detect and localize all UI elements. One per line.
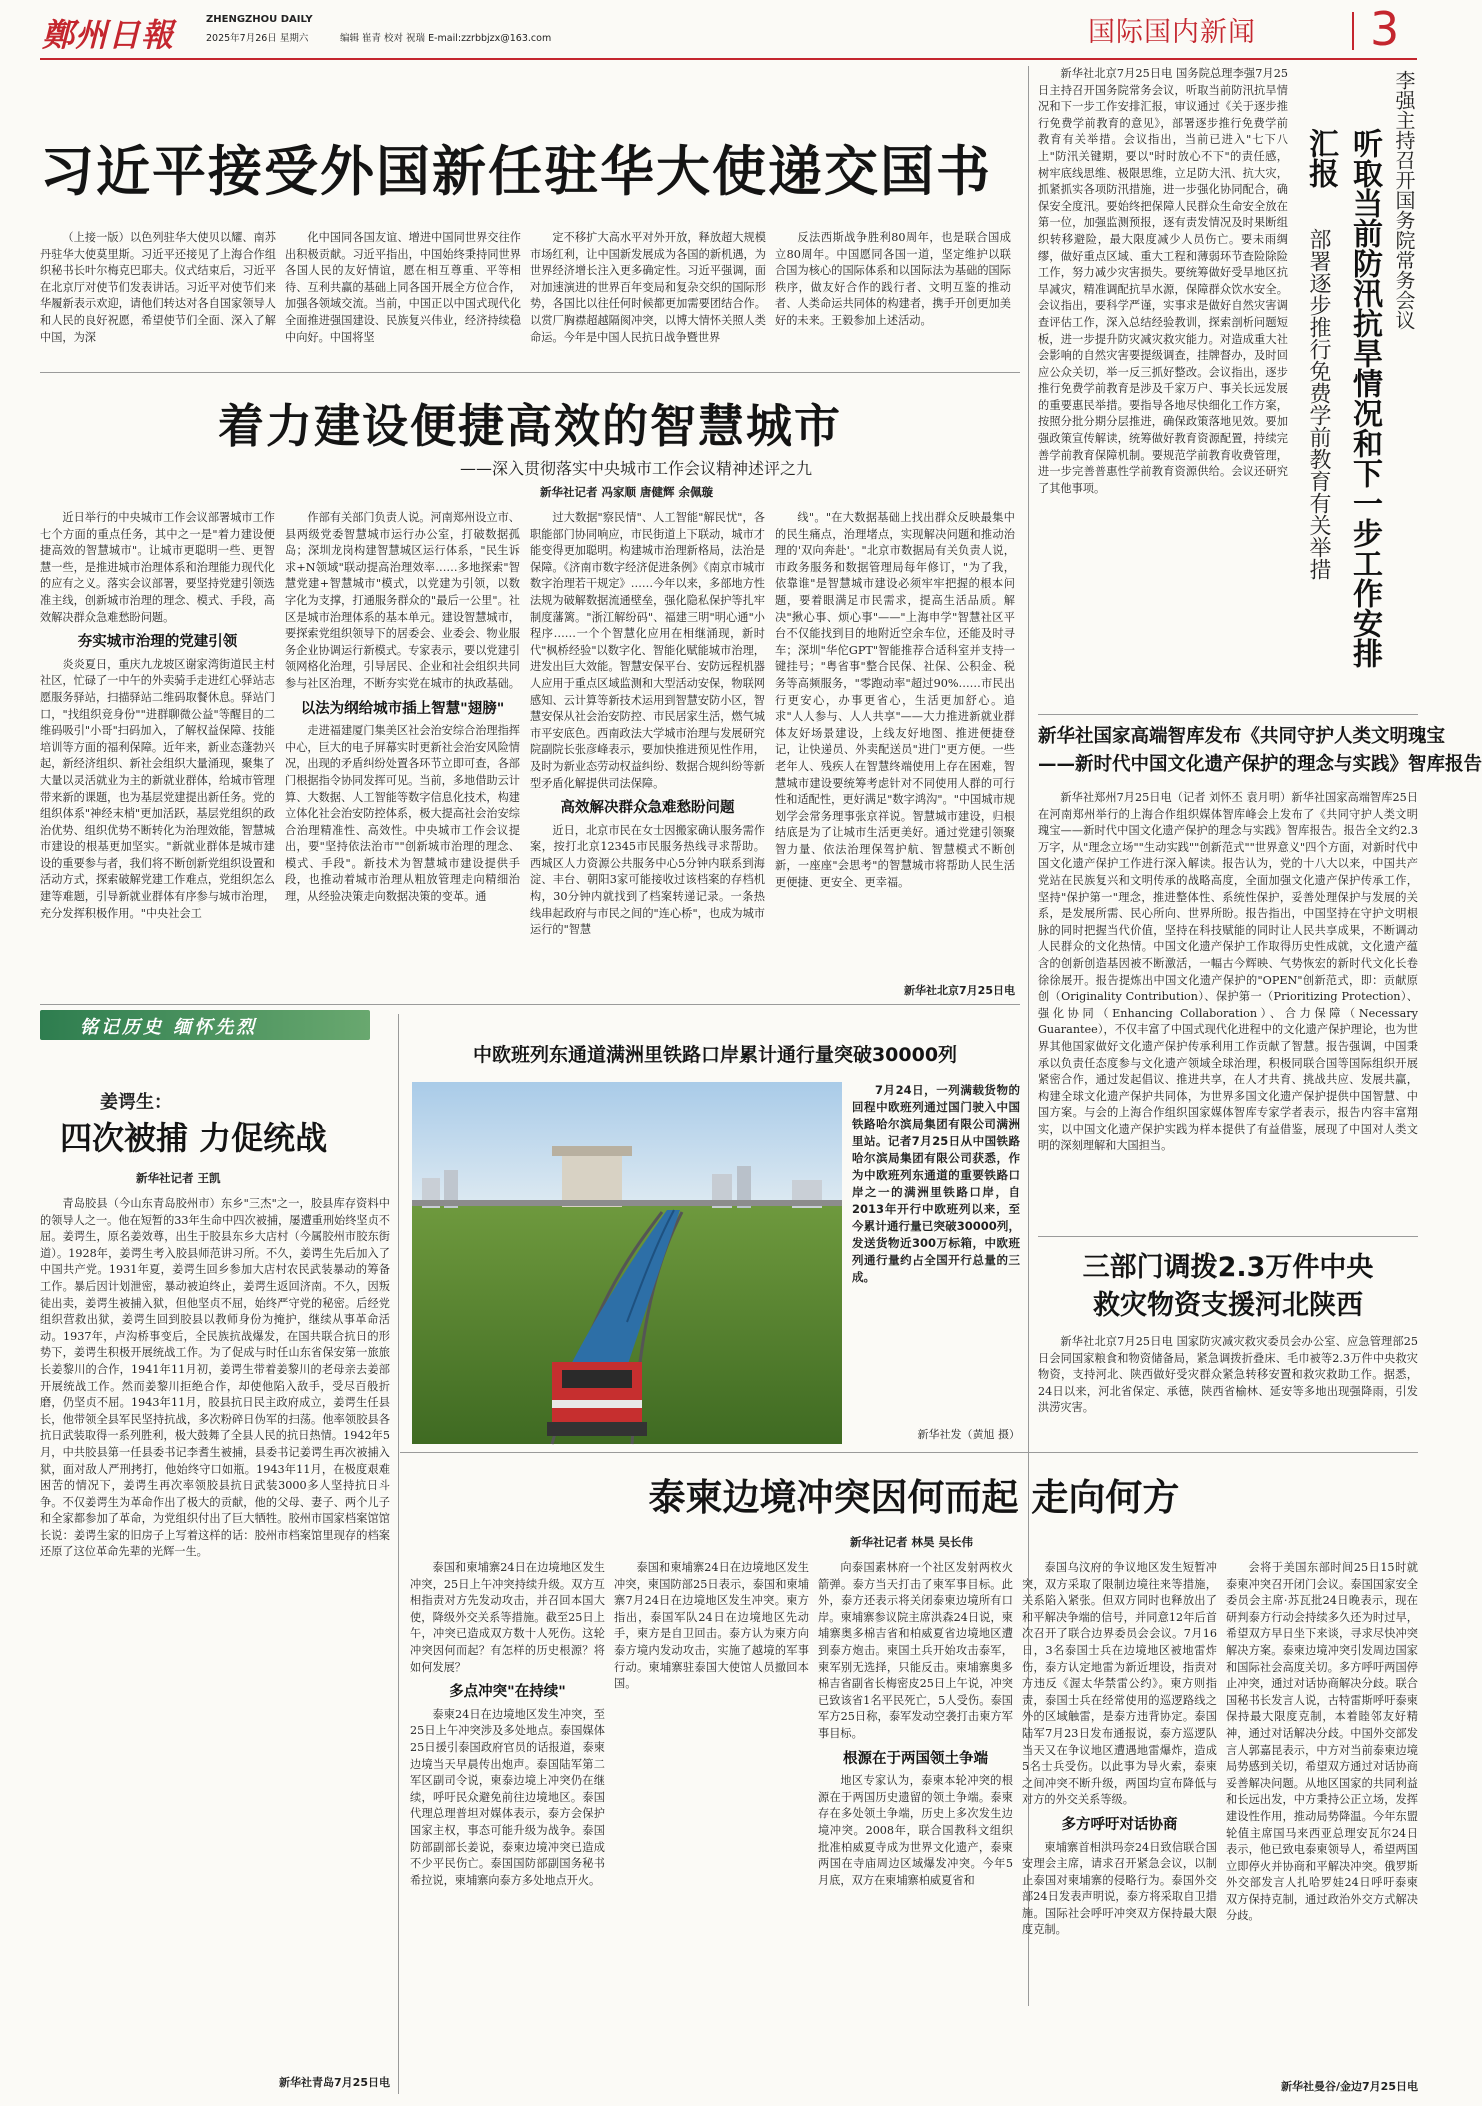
smart-city-col-4: 线"。"在大数据基础上找出群众反映最集中的民生痛点，治理堵点，实现解决问题和推动治理的'双向奔赴'。"北京市数据局有关负责人说，市政务服务和数据管理局每年修订，"为了我，依靠谁"是智慧城市建设必须牢牢把握的根本问题，要着眼满足市民需求，提高生活品质。解决"揪心事、烦心事"——"上海申学"智慧社区平台不仅能找到目的地附近空余车位，还能及时寻车；深圳"华佗GPT"智能推荐合适科室并支持一键挂号；"粤省事"整合民保、社保、公积金、税务等高频服务，"零跑动率"超过90%……市民出行更安心，办事更省心，生活更加舒心。追求"人人参与、人人共享"——大力推进新就业群体友好场景建设，上线友好地图、推进便捷登记，让快递员、外卖配送员"进门"更方便。一些老年人、残疾人在智慧终端使用上存在困难，智慧城市建设要统筹考虑针对不同使用人群的可行性和适配性，更好满足"数字鸿沟"。"中国城市规划学会常务理事张京祥说。智慧城市建设，归根结底是为了让城市生活更美好。通过党建引领聚智力量、依法治理保驾护航、智慧模式不断创新，一座座"会思考"的智慧城市将帮助人民生活更便捷、更安全、更幸福。 <box>775 511 1015 890</box>
lead-col-2: 化中国同各国友谊、增进中国同世界交往作出积极贡献。习近平指出，中国始终秉持同世界各国人民的友好情谊，愿在相互尊重、平等相待、互利共赢的基础上同各国开展全方位合作，加强各领域交流。当前，中国正以中国式现代化全面推进强国建设、民族复兴伟业，经济持续稳中向好。中国将坚 <box>285 231 521 344</box>
thai-cambodia-byline: 新华社记者 林昊 吴长伟 <box>850 1535 974 1549</box>
li-qiang-bottom-rule <box>1038 714 1418 715</box>
smart-city-bottom-rule <box>40 1004 1020 1005</box>
lead-col-4: 反法西斯战争胜利80周年，也是联合国成立80周年。中国愿同各国一道，坚定维护以联合国为核心的国际体系和以国际法为基础的国际秩序，做友好合作的践行者、文明互鉴的推动者、人类命运共同体的构建者，携手开创更加美好的未来。王毅参加上述活动。 <box>775 231 1011 327</box>
staff-line: 编辑 崔青 校对 祝瑞 E-mail:zzrbbjzx@163.com <box>340 33 552 44</box>
thai-col-1: 泰国和柬埔寨24日在边境地区发生冲突，25日上午冲突持续升级。双方互相指责对方先发动攻击，并召回本国大使，降级外交关系等措施。截至25日上午，冲突已造成双方数十人死伤。这轮冲突因何而起？有怎样的历史根源？将如何发展？ 多点冲突"在持续" 泰柬24日在边境地区发生冲突，至25日上午冲突涉及多处地点。泰国媒体25日援引泰国政府官员的话报道，泰柬边境当天早晨传出炮声。泰国陆军第二军区副司令说，柬泰边境上冲突仍在继续，呼吁民众避免前往边境地区。泰国代理总理普坦对媒体表示，泰方会保护国家主权，事态可能升级为战争。泰国防部副部长姜说，泰柬边境冲突已造成不少平民伤亡。泰国国防部副国务秘书希拉说，柬埔寨向泰方多处地点开火。 <box>410 1561 605 1887</box>
train-headline: 中欧班列东通道满洲里铁路口岸累计通行量突破30000列 <box>472 1044 958 1066</box>
section-divider <box>1352 12 1354 50</box>
train-photo <box>412 1082 842 1444</box>
smart-city-subheadline: ——深入贯彻落实中央城市工作会议精神述评之九 <box>460 459 813 478</box>
three-depts-headline-2: 救灾物资支援河北陕西 <box>1093 1290 1363 1321</box>
smart-city-col-2: 作部有关部门负责人说。河南郑州设立市、县两级党委智慧城市运行办公室，打破数据孤岛；深圳龙岗构建智慧城区运行体系，"民生诉求+N领域"联动提高治理效率……多地探索"智慧党建+智慧城市"模式，以党建为引领，以数字化为支撑，打通服务群众的"最后一公里"。社区是城市治理体系的基本单元。建设智慧城市，要探索党组织领导下的居委会、业委会、物业服务企业协调运行新模式。专家表示，要以党建引领网格化治理，引导居民、企业和社会组织共同参与社区治理，不断夯实党在城市的执政基础。 以法为纲给城市插上智慧"翅膀" 走进福建厦门集美区社会治安综合治理指挥中心，巨大的电子屏幕实时更新社会治安风险情况，出现的矛盾纠纷处置各环节立即可查，各部门根据指令协同发挥可见。当前，多地借助云计算、大数据、人工智能等数字信息化技术，构建立体化社会治安防控体系，极大提高社会治安综合治理精准性、高效性。中央城市工作会议提出，要"坚持依法治市""创新城市治理的理念、模式、手段"。新技术为智慧城市建设提供手段，也推动着城市治理从粗放管理走向精细治理，从经验决策走向数据决策的变革。通 <box>285 511 520 904</box>
smart-city-col-3: 过大数据"察民情"、人工智能"解民忧"，各职能部门协同响应，市民街道上下联动，城市才能变得更加聪明。构建城市治理新格局，法治是保障。《济南市数字经济促进条例》《南京市城市数字治理若干规定》……今年以来，多部地方性法规为破解数据流通壁垒，强化隐私保护等扎牢制度藩篱。"浙江解纷码"、福建三明"明心通"小程序……一个个智慧化应用在相继涌现，新时代"枫桥经验"以数字化、智能化赋能城市治理，进发出巨大效能。智慧安保平台、安防远程机器人应用于重点区域监测和大型活动安保，物联网感知、云计算等新技术运用到智慧安防小区，智慧安保从社会治安防控、市民居家生活，燃气城市平安底色。西南政法大学城市治理与发展研究院副院长张彦峰表示，要加快推进预见性作用，及时为新业态劳动权益纠纷、数据合规纠纷等新型矛盾化解提供司法保障。 高效解决群众急难愁盼问题 近日，北京市民在女士因搬家确认服务需作案，按打北京12345市民服务热线寻求帮助。西城区人力资源公共服务中心5分钟内联系到海淀、丰台、朝阳3家可能接收过该档案的存档机构，30分钟内就找到了档案转递记录。一条热线串起政府与市民之间的"连心桥"，也成为城市运行的"智慧 <box>530 511 765 937</box>
train-caption: 7月24日，一列满载货物的回程中欧班列通过国门驶入中国铁路哈尔滨局集团有限公司满洲里站。记者7月25日从中国铁路哈尔滨局集团有限公司获悉，作为中欧班列东通道的重要铁路口岸之一的满洲里铁路口岸，自2013年开行中欧班列以来，至今累计通行量已突破30000列，发送货物近300万标箱，中欧班列通行量约占全国开行总量的三成。 <box>852 1083 1020 1284</box>
column-tag-banner <box>40 1010 370 1040</box>
smart-city-signoff: 新华社北京7月25日电 <box>904 984 1015 997</box>
li-qiang-title-1: 李强主持召开国务院常务会议 <box>1392 70 1416 330</box>
thai-col-4: 泰国乌汶府的争议地区发生短暂冲突，双方采取了限制边境往来等措施，关系陷入紧张。但双方同时也释放出了和平解决争端的信号，并同意12年后首次召开了联合边界委员会会议。7月16日，3名泰国士兵在边境地区被地雷炸伤，泰方认定地雷为新近埋设，指责对方违反《渥太华禁雷公约》。柬方则指责，泰国士兵在经常使用的巡逻路线之外的区域触雷，是泰方违背协定。泰国陆军7月23日发布通报说，泰方巡逻队当天又在争议地区遭遇地雷爆炸，造成5名士兵受伤。以此事为导火索，泰柬之间冲突不断升级，两国均宣布降低与对方的外交关系等级。 多方呼吁对话协商 柬埔寨首相洪玛奈24日致信联合国安理会主席，请求召开紧急会议，以制止泰国对柬埔寨的侵略行为。泰国外交部24日发表声明说，泰方将采取自卫措施。国际社会呼吁冲突双方保持最大限度克制。 <box>1022 1561 1217 1937</box>
jiang-headline: 四次被捕 力促统战 <box>60 1119 328 1157</box>
thai-signoff: 新华社曼谷/金边7月25日电 <box>1281 2080 1418 2093</box>
masthead-rule <box>40 58 1417 60</box>
smart-city-col-1: 近日举行的中央城市工作会议部署城市工作七个方面的重点任务，其中之一是"着力建设便捷高效的智慧城市"。让城市更聪明一些、更智慧一些，是推进城市治理体系和治理能力现代化的应有之义。落实会议部署，要坚持党建引领选准主线，创新城市治理的理念、模式、手段，高效解决群众急难愁盼问题。 夯实城市治理的党建引领 炎炎夏日，重庆九龙坡区谢家湾街道民主村社区，忙碌了一中午的外卖骑手走进红心驿站志愿服务驿站，扫描驿站二维码取餐休息。驿站门口，"找组织竞身份""进群聊微公益"等醒目的二维码吸引"小哥"扫码加入，了解权益保障、技能培训等方面的福利保障。近年来，新业态蓬勃兴起，新经济组织、新社会组织大量涌现，聚集了大量以灵活就业为主的新就业群体，给城市管理带来新的课题，也为基层党建提出新任务。党的组织体系"神经末梢"更加活跃，基层党组织的政治优势、组织优势不断转化为治理效能，智慧城市建设的根基更加坚实。"新就业群体是城市建设的重要参与者，我们将不断创新党组织设置和活动方式，探索破解党建工作难点，党组织怎么建等难题，引导新就业群体有序参与城市治理，充分发挥积极作用。"中央社会工 <box>40 511 275 920</box>
think-tank-headline-1: 新华社国家高端智库发布《共同守护人类文明瑰宝 <box>1038 726 1446 747</box>
three-depts-bottom-rule <box>400 1452 1418 1453</box>
smart-city-headline: 着力建设便捷高效的智慧城市 <box>218 399 842 453</box>
thai-subhead-1: 多点冲突"在持续" <box>449 1684 566 1701</box>
jiang-signoff: 新华社青岛7月25日电 <box>279 2076 390 2089</box>
li-qiang-body: 新华社北京7月25日电 国务院总理李强7月25日主持召开国务院常务会议，听取当前防汛抗旱情况和下一步工作安排汇报，审议通过《关于逐步推行免费学前教育的意见》，部署逐步推行免费学前教育有关举措。会议指出，当前已进入"七下八上"防汛关键期，要以"时时放心不下"的责任感，树牢底线思维、极限思维，立足防大汛、抗大灾，抓紧抓实各项防汛措施，进一步强化协同配合，确保安全度汛。要始终把保障人民群众生命安全放在第一位，加强监测预报，逐有责发情况及时果断组织转移避险，最大限度减少人员伤亡。要未雨绸缪，做好重点区域、重大工程和薄弱环节查险除险工作，努力减少灾害损失。要统筹做好受旱地区抗旱减灾，精准调配抗旱水源，保障群众饮水安全。会议指出，要科学严谨，实事求是做好自然灾害调查评估工作，深入总结经验教训，探索剖析问题短板，进一步提升防灾减灾救灾能力。对造成重大社会影响的自然灾害要提级调查，挂牌督办，及时回应公众关切，举一反三抓好整改。会议指出，逐步推行免费学前教育是涉及千家万户、事关长远发展的重要惠民举措。要指导各地尽快细化工作方案，按照分批分期分层推进，确保政策落地见效。要加强政策宣传解读，统筹做好教育资源配置，持续完善学前教育保障机制。要规范学前教育收费管理，进一步完善普惠性学前教育资源供给。会议还研究了其他事项。 <box>1038 67 1288 495</box>
date-line: 2025年7月26日 星期六 <box>206 33 309 44</box>
lead-col-1: （上接一版）以色列驻华大使贝以耀、南苏丹驻华大使莫里斯。习近平还接见了上海合作组织秘书长叶尔梅克巴耶夫。仪式结束后，习近平在北京厅对使节们发表讲话。习近平对使节们来华履新表示欢迎，请他们转达对各自国家领导人和人民的良好祝愿，希望使节们全面、深入了解中国，为深 <box>40 231 276 344</box>
thai-col-5: 会将于美国东部时间25日15时就泰柬冲突召开闭门会议。泰国国家安全委员会主席·苏瓦批24日晚表示，现在研判泰方行动会持续多久还为时过早，希望双方早日坐下来谈，寻求尽快冲突解决方案。泰柬边境冲突引发周边国家和国际社会高度关切。多方呼吁两国停止冲突，通过对话协商解决分歧。联合国秘书长发言人说，古特雷斯呼吁泰柬保持最大限度克制，本着睦邻友好精神，通过对话解决分歧。中国外交部发言人郭嘉昆表示，中方对当前泰柬边境局势感到关切，希望双方通过对话协商妥善解决问题。从地区国家的共同利益和长远出发，中方秉持公正立场，发挥建设性作用，推动局势降温。今年东盟轮值主席国马来西亚总理安瓦尔24日表示，他已致电泰柬领导人，希望两国立即停火并协商和平解决冲突。俄罗斯外交部发言人扎哈罗娃24日呼吁泰柬双方保持克制，通过政治外交方式解决分歧。 <box>1226 1561 1418 1923</box>
jiang-body: 青岛胶县（今山东青岛胶州市）东乡"三杰"之一，胶县库存资料中的领导人之一。他在短暂的33年生命中四次被捕，屡遭重刑始终坚贞不屈。姜谔生，原名姜效尊，出生于胶县东乡大店村（今属胶州市胶东街道）。1928年，姜谔生考入胶县师范讲习所。不久，姜谔生先后加入了中国共产党。1931年夏，姜谔生回乡参加大店村农民武装暴动的筹备工作。暴后因计划泄密，暴动被迫终止，姜谔生返回济南。不久，因叛徒出卖，姜谔生被捕入狱，但他坚贞不屈，始终严守党的秘密。后经党组织营救出狱，姜谔生回到胶县以教师身份为掩护，继续从事革命活动。1937年，卢沟桥事变后，全民族抗战爆发，在国共联合抗日的形势下，姜谔生积极开展统战工作。为了促成与时任山东省保安第一旅旅长姜黎川的合作，1941年11月初，姜谔生带着姜黎川的老母亲去姜部开展统战工作。然而姜黎川拒绝合作，却使他陷入敌手，受尽百般折磨，仍坚贞不屈。1943年11月，胶县抗日民主政府成立，姜谔生任县长，他带领全县军民坚持抗战，多次粉碎日伪军的扫荡。他率领胶县各抗日武装取得一系列胜利，极大鼓舞了全县人民的抗日热情。1942年5月，中共胶县第一任县委书记李耆生被捕，县委书记姜谔生再次被捕入狱，面对敌人严刑拷打，他始终守口如瓶。1943年11月，在极度艰难困苦的情况下，姜谔生再次率领胶县抗日武装3000多人坚持抗日斗争。不仅姜谔生为革命作出了极大的贡献，他的父母、妻子、两个儿子和全家都参加了革命，为党组织付出了巨大牺牲。胶州市国家档案馆馆长说：姜谔生家的旧房子上写着这样的话：胶州市档案馆里现存的档案还原了这位革命先辈的光辉一生。 <box>40 1197 390 1559</box>
li-qiang-title-2: 听取当前防汛抗旱情况和下一步工作安排汇报 <box>1303 128 1382 668</box>
english-name: ZHENGZHOU DAILY <box>206 14 313 25</box>
jiang-divider <box>398 1014 399 2094</box>
lead-headline: 习近平接受外国新任驻华大使递交国书 <box>40 140 992 203</box>
page-number: 3 <box>1370 2 1400 56</box>
train-photo-illustration <box>412 1082 842 1444</box>
thai-col-2: 泰国和柬埔寨24日在边境地区发生冲突，柬国防部25日表示，泰国和柬埔寨7月24日在边境地区发生冲突。柬方指出，泰国军队24日在边境地区先动手，柬方是自卫回击。泰方认为柬方向泰方境内发动攻击，实施了越境的军事行动。柬埔寨驻泰国大使馆人员撤回本国。 <box>614 1561 809 1691</box>
column-tag-text: 铭记历史 缅怀先烈 <box>80 1017 258 1038</box>
lead-bottom-rule <box>40 372 1020 373</box>
section-name: 国际国内新闻 <box>1088 17 1256 48</box>
think-tank-body: 新华社郑州7月25日电（记者 刘怀丕 袁月明）新华社国家高端智库25日在河南郑州举行的上海合作组织媒体智库峰会上发布了《共同守护人类文明瑰宝——新时代中国文化遗产保护的理念与实践》智库报告。报告全文约2.3万字，从"理念立场""生动实践""创新范式""世界意义"四个方面，对新时代中国文化遗产保护工作进行深入解读。报告认为，党的十八大以来，中国共产党站在民族复兴和文明传承的战略高度，全面加强文化遗产保护传承工作，坚持"保护第一"理念，推进整体性、系统性保护，妥善处理保护与发展的关系，是发展所需、民心所向、世界所盼。报告指出，中国坚持在守护文明根脉的同时把握当代价值，坚持在科技赋能的同时让人民共享成果，不断调动人民群众的文化热情。中国文化遗产保护工作取得历史性成就，文化遗产蕴含的创新创造基因被不断激活，一幅古今辉映、气势恢宏的新时代文化长卷徐徐展开。报告提炼出中国文化遗产保护的"OPEN"创新范式，即：贡献原创（Originality Contribution）、保护第一（Prioritizing Protection）、强化协同（Enhancing Collaboration）、合力保障（Necessary Guarantee），不仅丰富了中国式现代化进程中的文化遗产保护理论，也为世界其他国家做好文化遗产保护传承利用工作贡献了智慧。报告强调，中国秉承以负责任态度参与文化遗产领域全球治理，积极同联合国等国际组织开展紧密合作，通过发起倡议、推进共享，在人才共育、挑战共应、发展共赢，构建全球文化遗产保护共同体，为世界多国文化遗产保护提供中国智慧、中国方案。与会的上海合作组织国家媒体智库专家学者表示，报告内容丰富翔实，以中国文化遗产保护实践为样本提供了有益借鉴，展现了中国对人类文明的深刻理解和大国担当。 <box>1038 791 1418 1153</box>
think-tank-bottom-rule <box>1038 1236 1418 1237</box>
jiang-kicker: 姜谔生： <box>100 1092 172 1113</box>
smart-city-byline: 新华社记者 冯家顺 唐健辉 余佩璇 <box>540 485 714 499</box>
jiang-byline: 新华社记者 王凯 <box>136 1171 221 1185</box>
li-qiang-title-3: 部署逐步推行免费学前教育有关举措 <box>1306 228 1331 580</box>
three-depts-body: 新华社北京7月25日电 国家防灾减灾救灾委员会办公室、应急管理部25日会同国家粮食和物资储备局，紧急调拨折叠床、毛巾被等2.3万件中央救灾物资，支持河北、陕西做好受灾群众紧急转移安置和救灾救助工作。据悉，24日以来，河北省保定、承德，陕西省榆林、延安等多地出现强降雨，引发洪涝灾害。 <box>1038 1335 1418 1415</box>
masthead <box>40 2 1417 56</box>
three-depts-headline-1: 三部门调拨2.3万件中央 <box>1082 1252 1374 1283</box>
thai-subhead-3: 多方呼吁对话协商 <box>1061 1816 1178 1833</box>
think-tank-headline-2: ——新时代中国文化遗产保护的理念与实践》智库报告 <box>1038 754 1482 775</box>
lead-col-3: 定不移扩大高水平对外开放，释放超大规模市场红利，让中国新发展成为各国的新机遇，为世界经济增长注入更多确定性。习近平强调，面对加速演进的世界百年变局和复杂交织的国际形势，各国比以往任何时候都更加需要团结合作。以赏厂胸襟超越隔阂冲突，以博大情怀关照人类命运。今年是中国人民抗日战争暨世界 <box>530 231 766 344</box>
thai-cambodia-headline: 泰柬边境冲突因何而起 走向何方 <box>648 1476 1180 1519</box>
smart-city-subhead-1: 夯实城市治理的党建引领 <box>77 634 238 651</box>
train-photo-credit: 新华社发（黄旭 摄） <box>917 1428 1020 1441</box>
thai-col-3: 向泰国素林府一个社区发射两枚火箭弹。泰方当天打击了柬军事目标。此外，泰方还表示将关闭泰柬边境所有口岸。柬埔寨参议院主席洪森24日说，柬埔寨奥多棉吉省和柏威夏省边境地区遭到泰方炮击。柬国土兵开始攻击泰军，柬军别无选择，只能反击。柬埔寨奥多棉吉省副省长梅密皮25日上午说，冲突已致该省1名平民死亡，5人受伤。泰国军方25日称，泰军发动空袭打击柬方军事目标。 根源在于两国领土争端 地区专家认为，泰柬本轮冲突的根源在于两国历史遗留的领土争端。泰柬存在多处领土争端，历史上多次发生边境冲突。2008年，联合国教科文组织批准柏威夏寺成为世界文化遗产，泰柬两国在寺庙周边区域爆发冲突。今年5月底，双方在柬埔寨柏威夏省和 <box>818 1561 1013 1887</box>
thai-subhead-2: 根源在于两国领土争端 <box>843 1750 988 1767</box>
smart-city-subhead-2: 以法为纲给城市插上智慧"翅膀" <box>300 700 505 717</box>
newspaper-logo: 鄭州日報 <box>42 16 175 54</box>
smart-city-subhead-3: 高效解决群众急难愁盼问题 <box>560 800 735 817</box>
